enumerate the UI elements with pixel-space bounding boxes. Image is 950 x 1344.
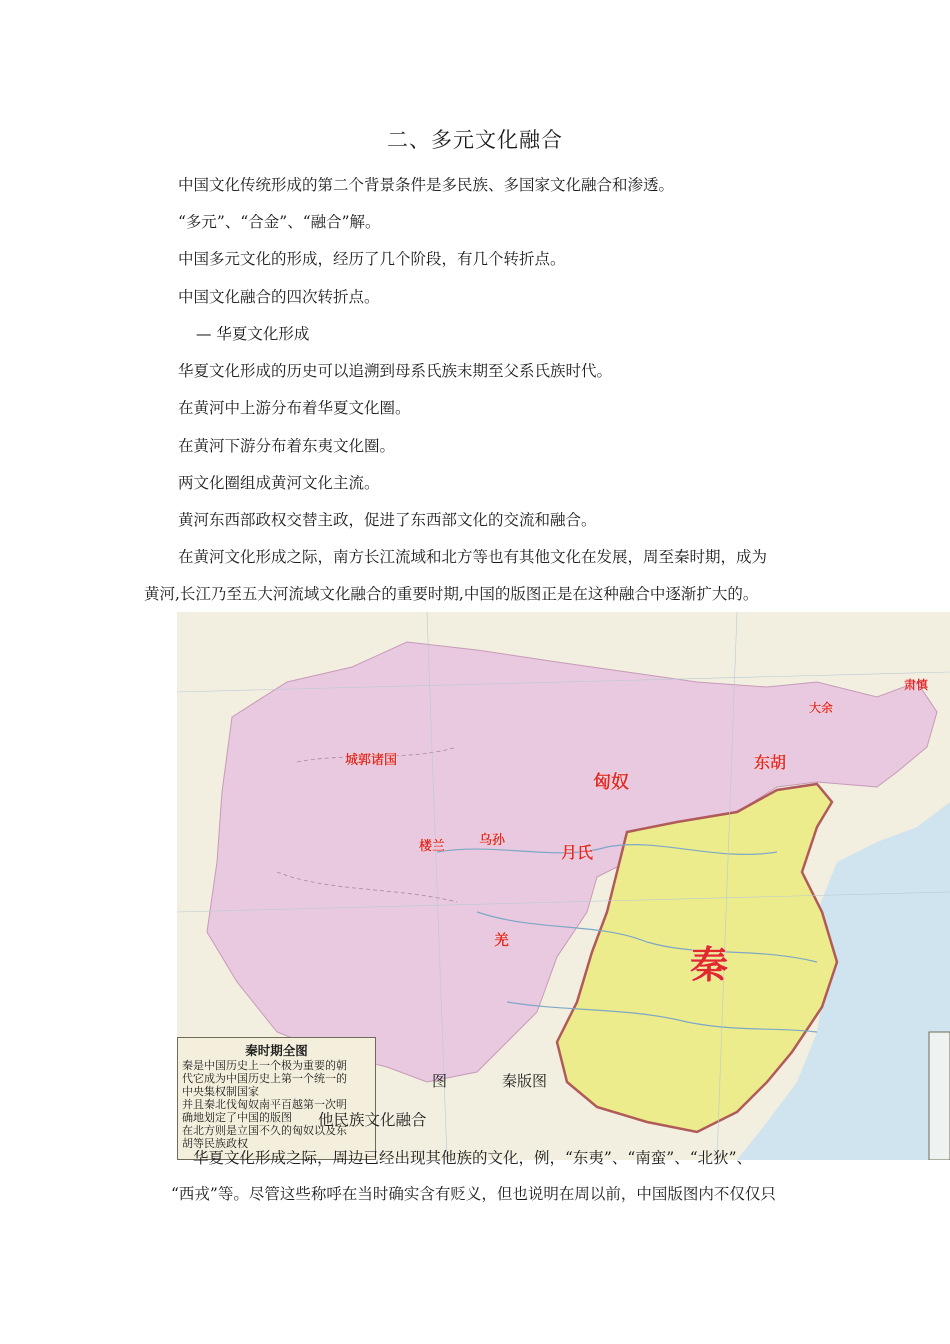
paragraph: 中国多元文化的形成，经历了几个阶段，有几个转折点。	[178, 250, 566, 268]
label-sushen: 肃慎	[904, 678, 929, 692]
legend-line: 中央集权制国家	[182, 1085, 259, 1098]
legend-line: 胡等民族政权	[182, 1137, 248, 1150]
paragraph: 中国文化传统形成的第二个背景条件是多民族、多国家文化融合和渗透。	[178, 176, 675, 194]
legend-line: 并且秦北伐匈奴南平百越第一次明	[182, 1098, 347, 1111]
legend-title: 秦时期全图	[245, 1043, 308, 1058]
paragraph: 在黄河文化形成之际，南方长江流域和北方等也有其他文化在发展，周至秦时期，成为	[178, 548, 768, 566]
label-loulan: 楼兰	[419, 839, 446, 854]
paragraph: 在黄河下游分布着东夷文化圈。	[178, 437, 396, 455]
label-yuezhi: 月氏	[561, 843, 594, 862]
inset-map-frame	[929, 1032, 950, 1160]
label-qin: 秦	[690, 943, 729, 987]
legend-line: 确地划定了中国的版图	[182, 1111, 292, 1124]
section-heading-partial: 他民族文化融合	[318, 1111, 427, 1129]
legend-line: 在北方则是立国不久的匈奴以及东	[182, 1124, 347, 1137]
label-xiyu: 城郭诸国	[345, 753, 398, 768]
label-wusun: 乌孙	[479, 833, 506, 848]
qin-dynasty-map	[177, 612, 950, 1160]
legend-line: 秦是中国历史上一个极为重要的朝	[182, 1059, 347, 1072]
paragraph-partial: 华夏文化形成之际，周边已经出现其他族的文化，例，“东夷”、“南蛮”、“北狄”、	[193, 1149, 753, 1167]
paragraph: 在黄河中上游分布着华夏文化圈。	[178, 399, 411, 417]
label-xiongnu: 匈奴	[593, 772, 629, 793]
label-donghu: 东胡	[754, 753, 787, 772]
paragraph: 黄河,长江乃至五大河流域文化融合的重要时期,中国的版图正是在这种融合中逐渐扩大的。	[144, 585, 759, 603]
map-legend	[177, 1037, 376, 1160]
figure-caption-name: 秦版图	[502, 1072, 548, 1090]
paragraph: 两文化圈组成黄河文化主流。	[178, 474, 380, 492]
section-heading: — 华夏文化形成	[196, 325, 310, 343]
page-title: 二、多元文化融合	[387, 128, 563, 152]
label-dayu: 大余	[809, 701, 834, 715]
figure-caption-label: 图	[432, 1072, 448, 1090]
label-qiang: 羌	[494, 931, 510, 949]
paragraph: 中国文化融合的四次转折点。	[178, 288, 380, 306]
paragraph: “多元”、“合金”、“融合”解。	[178, 213, 381, 231]
legend-line: 代它成为中国历史上第一个统一的	[182, 1072, 347, 1085]
paragraph: 黄河东西部政权交替主政，促进了东西部文化的交流和融合。	[178, 511, 597, 529]
paragraph: 华夏文化形成的历史可以追溯到母系氏族末期至父系氏族时代。	[178, 362, 613, 380]
paragraph: “西戎”等。尽管这些称呼在当时确实含有贬义，但也说明在周以前，中国版图内不仅仅只	[171, 1185, 776, 1203]
